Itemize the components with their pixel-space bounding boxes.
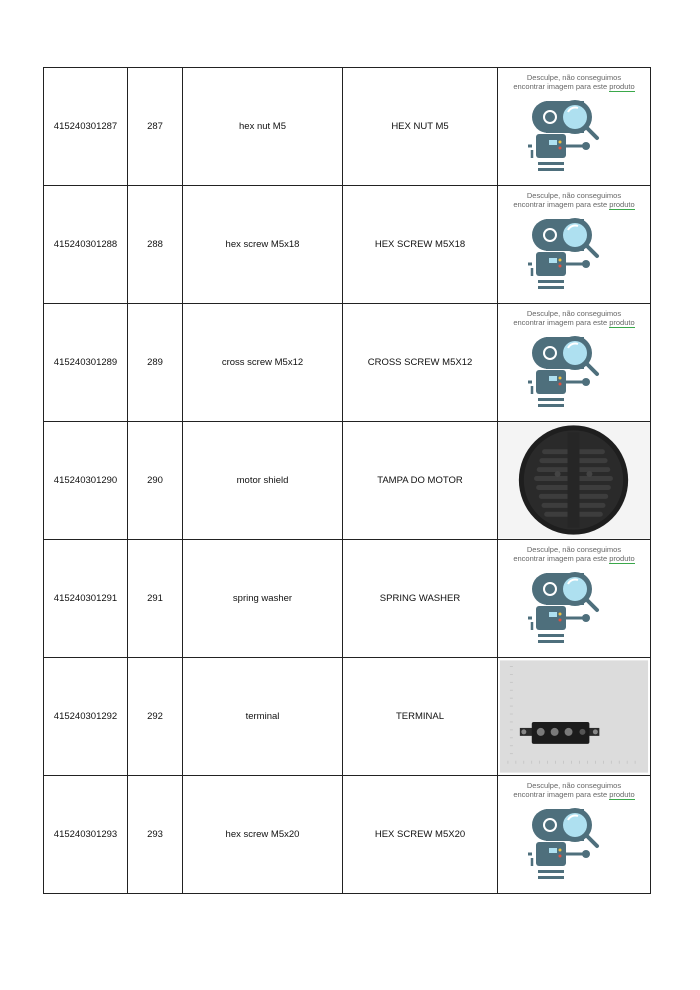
product-image-cell: [498, 658, 651, 776]
item-number-cell: 288: [128, 186, 183, 304]
no-image-line2: encontrar imagem para este: [513, 318, 610, 327]
no-image-link-word: produto: [609, 554, 635, 563]
description-pt-cell: HEX NUT M5: [343, 68, 498, 186]
no-image-link-word: produto: [609, 82, 635, 91]
description-en-cell: terminal: [183, 658, 343, 776]
description-pt-cell: HEX SCREW M5X20: [343, 776, 498, 894]
description-en-cell: hex screw M5x18: [183, 186, 343, 304]
no-image-line2: encontrar imagem para este: [513, 790, 610, 799]
description-pt-cell: HEX SCREW M5X18: [343, 186, 498, 304]
no-image-message: [498, 73, 650, 91]
product-image-cell: [498, 776, 651, 894]
no-image-line2: encontrar imagem para este: [513, 200, 610, 209]
no-image-link-word: produto: [609, 200, 635, 209]
no-image-message: [498, 309, 650, 327]
table-row: [44, 658, 651, 776]
robot-magnifier-icon: [528, 210, 618, 298]
robot-magnifier-icon: [528, 328, 618, 416]
item-number-cell: 290: [128, 422, 183, 540]
item-number-cell: 293: [128, 776, 183, 894]
no-image-link-word: produto: [609, 318, 635, 327]
part-code-cell: 415240301290: [44, 422, 128, 540]
description-en-cell: motor shield: [183, 422, 343, 540]
item-number-cell: 292: [128, 658, 183, 776]
description-en-cell: spring washer: [183, 540, 343, 658]
part-code-cell: 415240301291: [44, 540, 128, 658]
product-image-cell: [498, 186, 651, 304]
product-image-cell: [498, 540, 651, 658]
item-number-cell: 289: [128, 304, 183, 422]
no-image-line1: Desculpe, não conseguimos: [526, 545, 622, 554]
no-image-message: [498, 781, 650, 799]
part-code-cell: 415240301293: [44, 776, 128, 894]
table-row: [44, 304, 651, 422]
no-image-line2: encontrar imagem para este: [513, 82, 610, 91]
part-code-cell: 415240301288: [44, 186, 128, 304]
description-en-cell: hex nut M5: [183, 68, 343, 186]
no-image-placeholder: [498, 776, 650, 893]
no-image-link-word: produto: [609, 790, 635, 799]
no-image-line2: encontrar imagem para este: [513, 554, 610, 563]
no-image-line1: Desculpe, não conseguimos: [526, 73, 622, 82]
no-image-line1: Desculpe, não conseguimos: [526, 781, 622, 790]
no-image-message: [498, 545, 650, 563]
part-code-cell: 415240301292: [44, 658, 128, 776]
table-row: [44, 540, 651, 658]
part-code-cell: 415240301287: [44, 68, 128, 186]
item-number-cell: 287: [128, 68, 183, 186]
product-image-cell: [498, 304, 651, 422]
motor-shield-photo: [498, 422, 650, 539]
robot-magnifier-icon: [528, 564, 618, 652]
robot-magnifier-icon: [528, 92, 618, 180]
terminal-block-photo: [498, 658, 650, 775]
description-pt-cell: CROSS SCREW M5X12: [343, 304, 498, 422]
table-row: [44, 68, 651, 186]
no-image-placeholder: [498, 304, 650, 421]
part-code-cell: 415240301289: [44, 304, 128, 422]
parts-table: [43, 67, 651, 894]
no-image-line1: Desculpe, não conseguimos: [526, 309, 622, 318]
product-image-cell: [498, 422, 651, 540]
no-image-line1: Desculpe, não conseguimos: [526, 191, 622, 200]
no-image-placeholder: [498, 68, 650, 185]
table-row: [44, 422, 651, 540]
product-image-cell: [498, 68, 651, 186]
no-image-message: [498, 191, 650, 209]
table-row: [44, 776, 651, 894]
description-en-cell: cross screw M5x12: [183, 304, 343, 422]
table-row: [44, 186, 651, 304]
description-pt-cell: TAMPA DO MOTOR: [343, 422, 498, 540]
no-image-placeholder: [498, 540, 650, 657]
description-pt-cell: TERMINAL: [343, 658, 498, 776]
description-en-cell: hex screw M5x20: [183, 776, 343, 894]
description-pt-cell: SPRING WASHER: [343, 540, 498, 658]
item-number-cell: 291: [128, 540, 183, 658]
robot-magnifier-icon: [528, 800, 618, 888]
no-image-placeholder: [498, 186, 650, 303]
